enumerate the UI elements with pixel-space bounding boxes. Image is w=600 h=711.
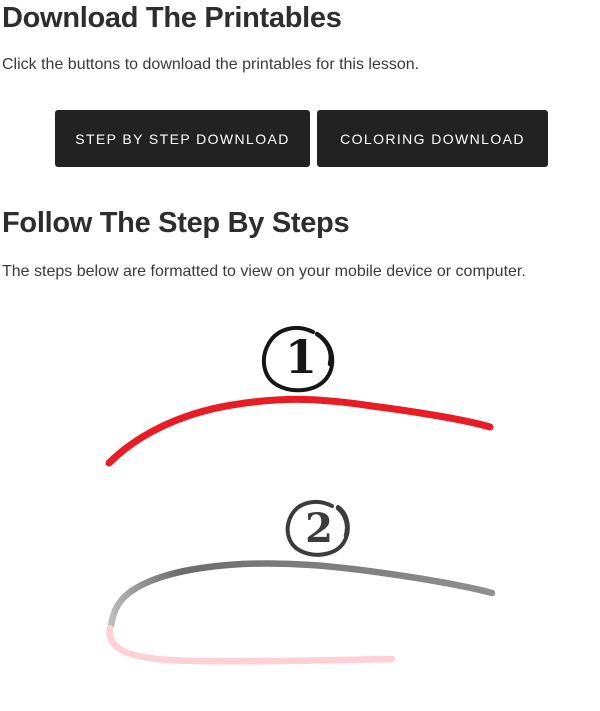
step-2-number: 2: [305, 505, 333, 552]
step-1-red-line: [109, 399, 490, 463]
step-figures: [0, 315, 600, 680]
step-2-faded-pink-line: [110, 628, 392, 661]
step-1-figure: [109, 328, 490, 463]
step-1-badge-circle-overlap: [317, 334, 331, 364]
step-by-step-download-button[interactable]: STEP BY STEP DOWNLOAD: [55, 110, 310, 167]
steps-section-description: The steps below are formatted to view on your mobile device or computer.: [2, 263, 526, 280]
step-2-badge-circle-overlap: [338, 508, 347, 536]
download-section-title: Download The Printables: [2, 2, 342, 34]
coloring-download-button[interactable]: COLORING DOWNLOAD: [317, 110, 548, 167]
step-2-figure: [110, 502, 492, 661]
download-section-description: Click the buttons to download the printables for this lesson.: [2, 56, 420, 73]
step-1-number: 1: [284, 330, 318, 384]
steps-section-title: Follow The Step By Steps: [2, 207, 350, 239]
download-buttons-row: [55, 110, 548, 167]
step-2-previous-line-gray: [111, 563, 492, 626]
